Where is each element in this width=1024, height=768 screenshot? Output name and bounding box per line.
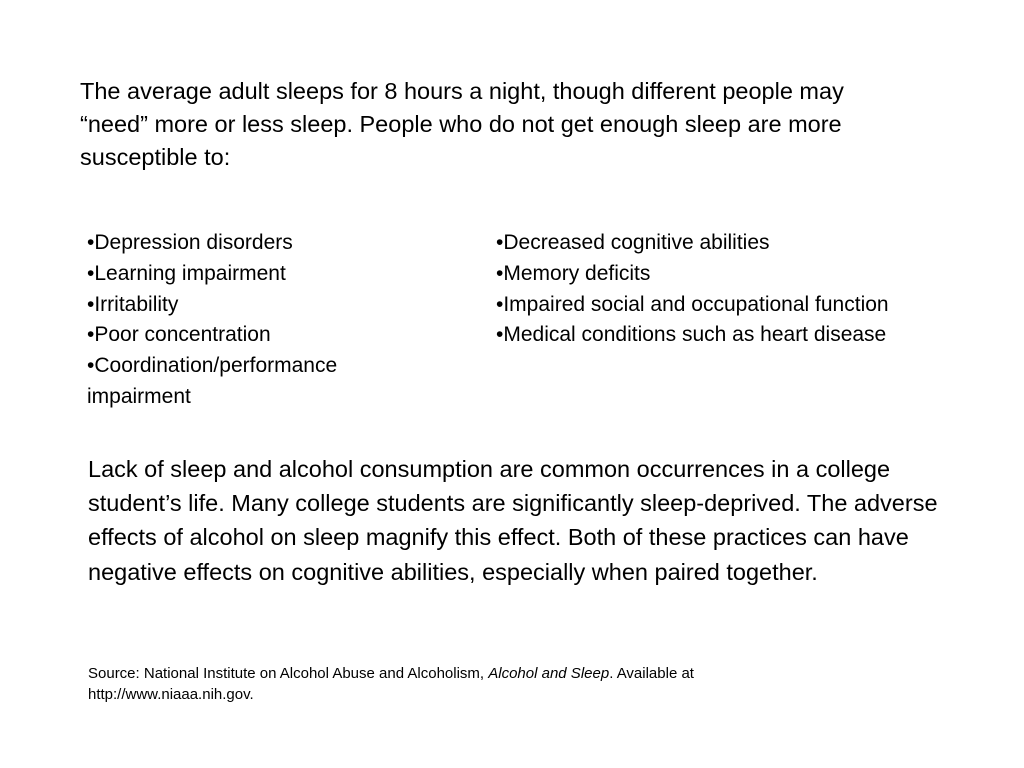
body-paragraph: Lack of sleep and alcohol consumption are common occurrences in a college student’s life. Many college students are significantly sleep-deprived. The adverse effects of alcohol on sleep magnify this effect. Both of these practices can have negative effects on cognitive abilities, especially when paired together. <box>88 456 938 585</box>
source-title: Alcohol and Sleep <box>488 665 610 682</box>
list-item: •Poor concentration <box>87 323 271 347</box>
right-bullet-list <box>496 228 896 351</box>
intro-paragraph: The average adult sleeps for 8 hours a night, though different people may “need” more or less sleep. People who do not get enough sleep are more susceptible to: <box>80 78 844 170</box>
list-item: •Memory deficits <box>496 261 651 285</box>
list-item: •Decreased cognitive abilities <box>496 231 770 254</box>
list-item: •Coordination/performance impairment <box>87 354 338 408</box>
source-suffix: . Available at http://www.niaaa.nih.gov. <box>88 665 694 703</box>
list-item: •Medical conditions such as heart disease <box>496 323 887 347</box>
list-item: •Learning impairment <box>87 261 286 285</box>
list-item: •Depression disorders <box>87 231 293 254</box>
left-bullet-list <box>87 228 417 413</box>
list-item: •Impaired social and occupational function <box>496 292 889 316</box>
list-item: •Irritability <box>87 292 179 316</box>
source-citation <box>88 663 848 705</box>
source-prefix: Source: National Institute on Alcohol Abuse and Alcoholism, <box>88 665 489 682</box>
